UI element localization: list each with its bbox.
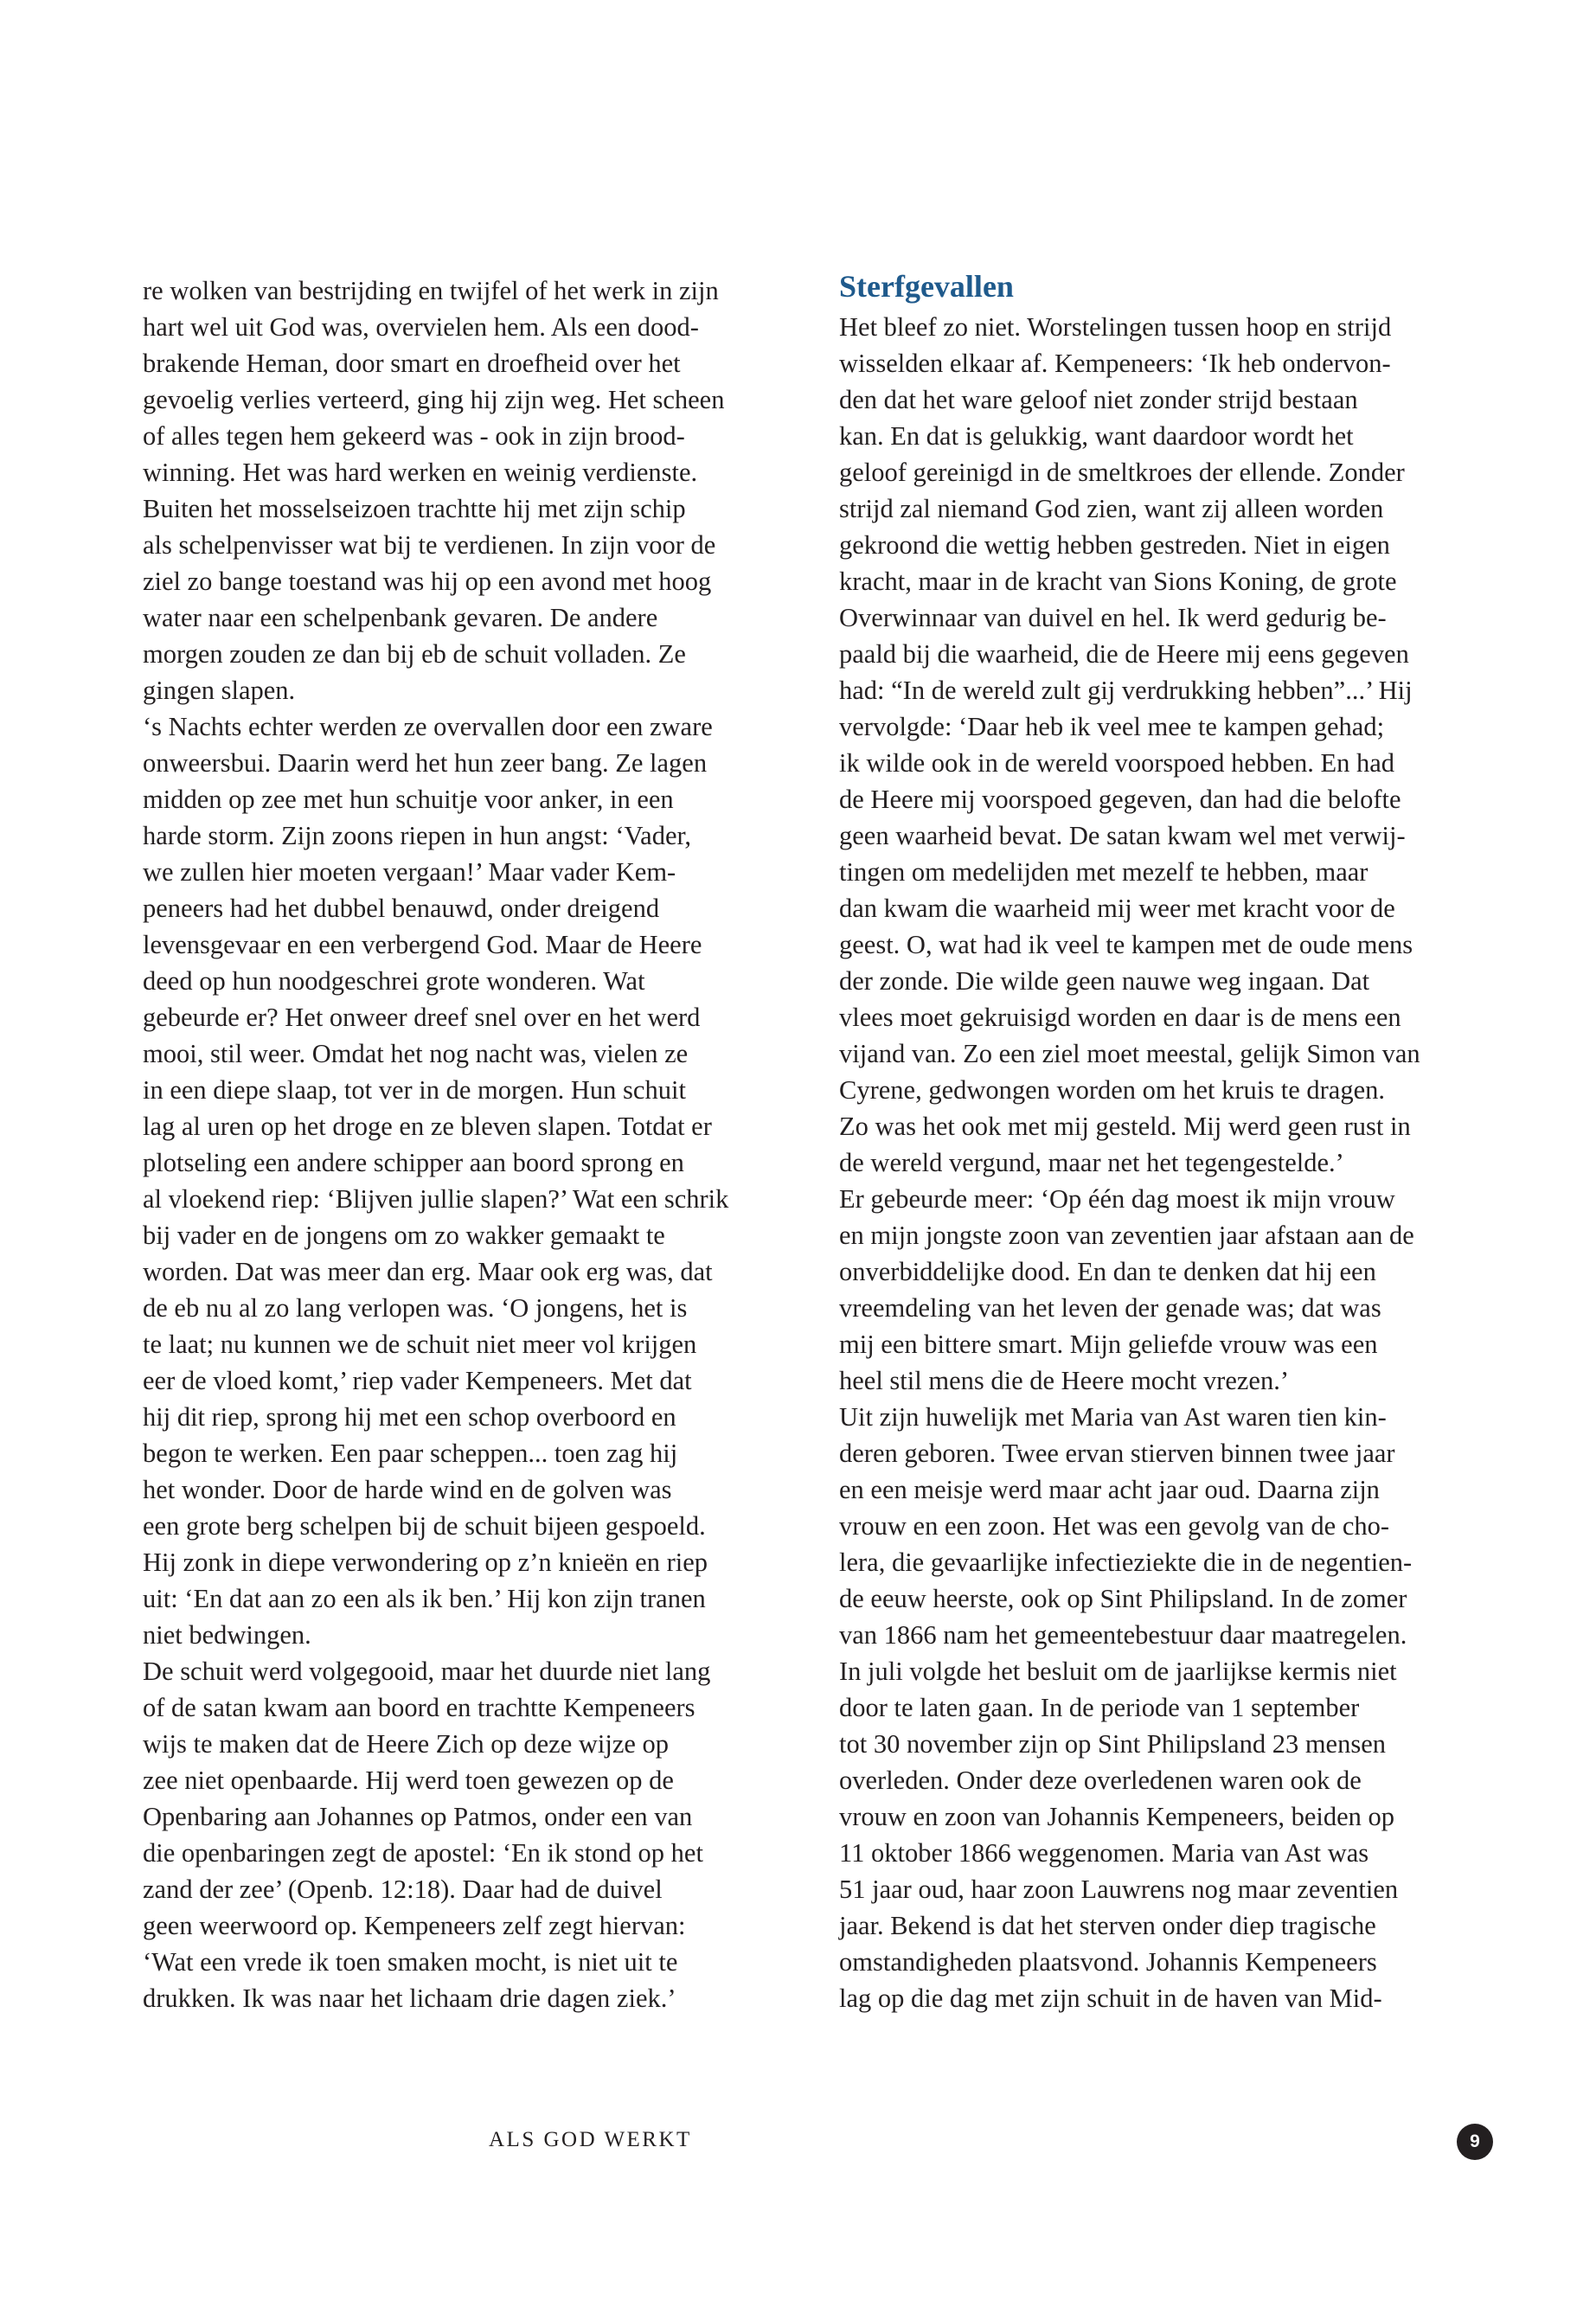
text-line: 11 oktober 1866 weggenomen. Maria van Ast was <box>839 1838 1369 1868</box>
text-line: peneers had het dubbel benauwd, onder dreigend <box>143 894 660 923</box>
text-line: begon te werken. Een paar scheppen... toen zag hij <box>143 1439 678 1468</box>
text-line: water naar een schelpenbank gevaren. De andere <box>143 603 658 632</box>
text-line: lera, die gevaarlijke infectieziekte die in de negentien- <box>839 1548 1413 1577</box>
text-line: een grote berg schelpen bij de schuit bijeen gespoeld. <box>143 1511 706 1541</box>
text-line: midden op zee met hun schuitje voor anker, in een <box>143 785 674 814</box>
text-line: Er gebeurde meer: ‘Op één dag moest ik mijn vrouw <box>839 1184 1395 1214</box>
text-line: had: “In de wereld zult gij verdrukking hebben”...’ Hij <box>839 676 1413 705</box>
section-heading: Sterfgevallen <box>839 269 1014 304</box>
text-line: dan kwam die waarheid mij weer met kracht voor de <box>839 894 1395 923</box>
text-line: of de satan kwam aan boord en trachtte Kempeneers <box>143 1693 695 1722</box>
text-line: mooi, stil weer. Omdat het nog nacht was, vielen ze <box>143 1039 689 1068</box>
text-line: het wonder. Door de harde wind en de golven was <box>143 1475 672 1504</box>
text-line: vrouw en een zoon. Het was een gevolg van de cho- <box>839 1511 1390 1541</box>
text-line: Zo was het ook met mij gesteld. Mij werd geen rust in <box>839 1112 1411 1141</box>
text-line: kan. En dat is gelukkig, want daardoor wordt het <box>839 421 1354 451</box>
text-line: wijs te maken dat de Heere Zich op deze wijze op <box>143 1729 670 1759</box>
text-line: of alles tegen hem gekeerd was - ook in zijn brood- <box>143 421 685 451</box>
text-line: morgen zouden ze dan bij eb de schuit volladen. Ze <box>143 639 686 669</box>
text-line: eer de vloed komt,’ riep vader Kempeneers. Met dat <box>143 1366 692 1395</box>
text-line: bij vader en de jongens om zo wakker gemaakt te <box>143 1221 665 1250</box>
text-line: omstandigheden plaatsvond. Johannis Kempeneers <box>839 1947 1377 1977</box>
text-line: en mijn jongste zoon van zeventien jaar afstaan aan de <box>839 1221 1414 1250</box>
text-line: vlees moet gekruisigd worden en daar is de mens een <box>839 1003 1401 1032</box>
text-line: den dat het ware geloof niet zonder strijd bestaan <box>839 385 1358 414</box>
text-line: zee niet openbaarde. Hij werd toen gewezen op de <box>143 1766 674 1795</box>
text-line: ziel zo bange toestand was hij op een avond met hoog <box>143 567 712 596</box>
text-line: ‘s Nachts echter werden ze overvallen door een zware <box>143 712 713 741</box>
text-line: jaar. Bekend is dat het sterven onder diep tragische <box>839 1911 1376 1940</box>
text-line: als schelpenvisser wat bij te verdienen. In zijn voor de <box>143 530 716 560</box>
text-line: re wolken van bestrijding en twijfel of het werk in zijn <box>143 276 719 305</box>
text-line: gebeurde er? Het onweer dreef snel over en het werd <box>143 1003 701 1032</box>
text-line: geen waarheid bevat. De satan kwam wel met verwij- <box>839 821 1406 850</box>
running-footer-title: ALS GOD WERKT <box>489 2128 692 2151</box>
text-line: en een meisje werd maar acht jaar oud. Daarna zijn <box>839 1475 1380 1504</box>
text-line: winning. Het was hard werken en weinig verdienste. <box>143 458 698 487</box>
text-line: geest. O, wat had ik veel te kampen met de oude mens <box>839 930 1413 959</box>
text-line: mij een bittere smart. Mijn geliefde vrouw was een <box>839 1330 1378 1359</box>
text-line: plotseling een andere schipper aan boord sprong en <box>143 1148 684 1177</box>
text-line: hij dit riep, sprong hij met een schop overboord en <box>143 1402 676 1432</box>
text-line: hart wel uit God was, overvielen hem. Als een dood- <box>143 312 699 342</box>
text-line: de eeuw heerste, ook op Sint Philipsland. In de zomer <box>839 1584 1407 1613</box>
text-line: die openbaringen zegt de apostel: ‘En ik stond op het <box>143 1838 703 1868</box>
text-line: de eb nu al zo lang verlopen was. ‘O jongens, het is <box>143 1293 688 1323</box>
text-line: paald bij die waarheid, die de Heere mij eens gegeven <box>839 639 1409 669</box>
text-line: vervolgde: ‘Daar heb ik veel mee te kampen gehad; <box>839 712 1385 741</box>
text-line: brakende Heman, door smart en droefheid over het <box>143 349 681 378</box>
text-line: Cyrene, gedwongen worden om het kruis te dragen. <box>839 1075 1385 1105</box>
text-line: deren geboren. Twee ervan stierven binnen twee jaar <box>839 1439 1395 1468</box>
text-line: geen weerwoord op. Kempeneers zelf zegt hiervan: <box>143 1911 686 1940</box>
text-line: Buiten het mosselseizoen trachtte hij met zijn schip <box>143 494 686 523</box>
left-column <box>143 272 800 2016</box>
text-line: al vloekend riep: ‘Blijven jullie slapen?’ Wat een schrik <box>143 1184 729 1214</box>
text-line: ‘Wat een vrede ik toen smaken mocht, is niet uit te <box>143 1947 678 1977</box>
text-line: tot 30 november zijn op Sint Philipsland 23 mensen <box>839 1729 1386 1759</box>
text-line: de wereld vergund, maar net het tegengestelde.’ <box>839 1148 1344 1177</box>
text-line: harde storm. Zijn zoons riepen in hun angst: ‘Vader, <box>143 821 692 850</box>
text-line: zand der zee’ (Openb. 12:18). Daar had de duivel <box>143 1875 663 1904</box>
text-line: 51 jaar oud, haar zoon Lauwrens nog maar zeventien <box>839 1875 1399 1904</box>
text-line: vreemdeling van het leven der genade was; dat was <box>839 1293 1381 1323</box>
text-line: uit: ‘En dat aan zo een als ik ben.’ Hij kon zijn tranen <box>143 1584 706 1613</box>
text-line: gevoelig verlies verteerd, ging hij zijn weg. Het scheen <box>143 385 725 414</box>
text-line: Overwinnaar van duivel en hel. Ik werd gedurig be- <box>839 603 1387 632</box>
text-line: in een diepe slaap, tot ver in de morgen. Hun schuit <box>143 1075 686 1105</box>
text-line: wisselden elkaar af. Kempeneers: ‘Ik heb ondervon- <box>839 349 1391 378</box>
text-line: onverbiddelijke dood. En dan te denken dat hij een <box>839 1257 1376 1286</box>
text-line: kracht, maar in de kracht van Sions Koning, de grote <box>839 567 1397 596</box>
text-line: Hij zonk in diepe verwondering op z’n knieën en riep <box>143 1548 708 1577</box>
text-line: Het bleef zo niet. Worstelingen tussen hoop en strijd <box>839 312 1392 342</box>
text-line: overleden. Onder deze overledenen waren ook de <box>839 1766 1362 1795</box>
text-line: ik wilde ook in de wereld voorspoed hebben. En had <box>839 748 1395 778</box>
text-line: vijand van. Zo een ziel moet meestal, gelijk Simon van <box>839 1039 1420 1068</box>
text-line: tingen om medelijden met mezelf te hebben, maar <box>839 857 1368 887</box>
text-line: De schuit werd volgegooid, maar het duurde niet lang <box>143 1657 711 1686</box>
text-line: vrouw en zoon van Johannis Kempeneers, beiden op <box>839 1802 1395 1831</box>
text-line: lag op die dag met zijn schuit in de haven van Mid- <box>839 1984 1382 2013</box>
text-line: drukken. Ik was naar het lichaam drie dagen ziek.’ <box>143 1984 676 2013</box>
text-line: te laat; nu kunnen we de schuit niet meer vol krijgen <box>143 1330 697 1359</box>
right-column <box>839 269 1501 2016</box>
text-line: gingen slapen. <box>143 676 296 705</box>
text-line: onweersbui. Daarin werd het hun zeer bang. Ze lagen <box>143 748 708 778</box>
text-line: lag al uren op het droge en ze bleven slapen. Totdat er <box>143 1112 712 1141</box>
text-line: strijd zal niemand God zien, want zij alleen worden <box>839 494 1384 523</box>
text-line: der zonde. Die wilde geen nauwe weg ingaan. Dat <box>839 966 1370 996</box>
text-line: levensgevaar en een verbergend God. Maar de Heere <box>143 930 702 959</box>
text-line: door te laten gaan. In de periode van 1 september <box>839 1693 1360 1722</box>
text-line: heel stil mens die de Heere mocht vrezen.’ <box>839 1366 1289 1395</box>
text-line: Openbaring aan Johannes op Patmos, onder een van <box>143 1802 693 1831</box>
text-line: de Heere mij voorspoed gegeven, dan had die belofte <box>839 785 1401 814</box>
text-line: In juli volgde het besluit om de jaarlijkse kermis niet <box>839 1657 1397 1686</box>
text-line: worden. Dat was meer dan erg. Maar ook erg was, dat <box>143 1257 713 1286</box>
text-line: we zullen hier moeten vergaan!’ Maar vader Kem- <box>143 857 676 887</box>
page-number-badge: 9 <box>1457 2124 1493 2160</box>
text-line: Uit zijn huwelijk met Maria van Ast waren tien kin- <box>839 1402 1387 1432</box>
text-line: geloof gereinigd in de smeltkroes der ellende. Zonder <box>839 458 1405 487</box>
text-line: niet bedwingen. <box>143 1620 311 1650</box>
text-line: deed op hun noodgeschrei grote wonderen. Wat <box>143 966 645 996</box>
text-line: van 1866 nam het gemeentebestuur daar maatregelen. <box>839 1620 1407 1650</box>
text-line: gekroond die wettig hebben gestreden. Niet in eigen <box>839 530 1390 560</box>
